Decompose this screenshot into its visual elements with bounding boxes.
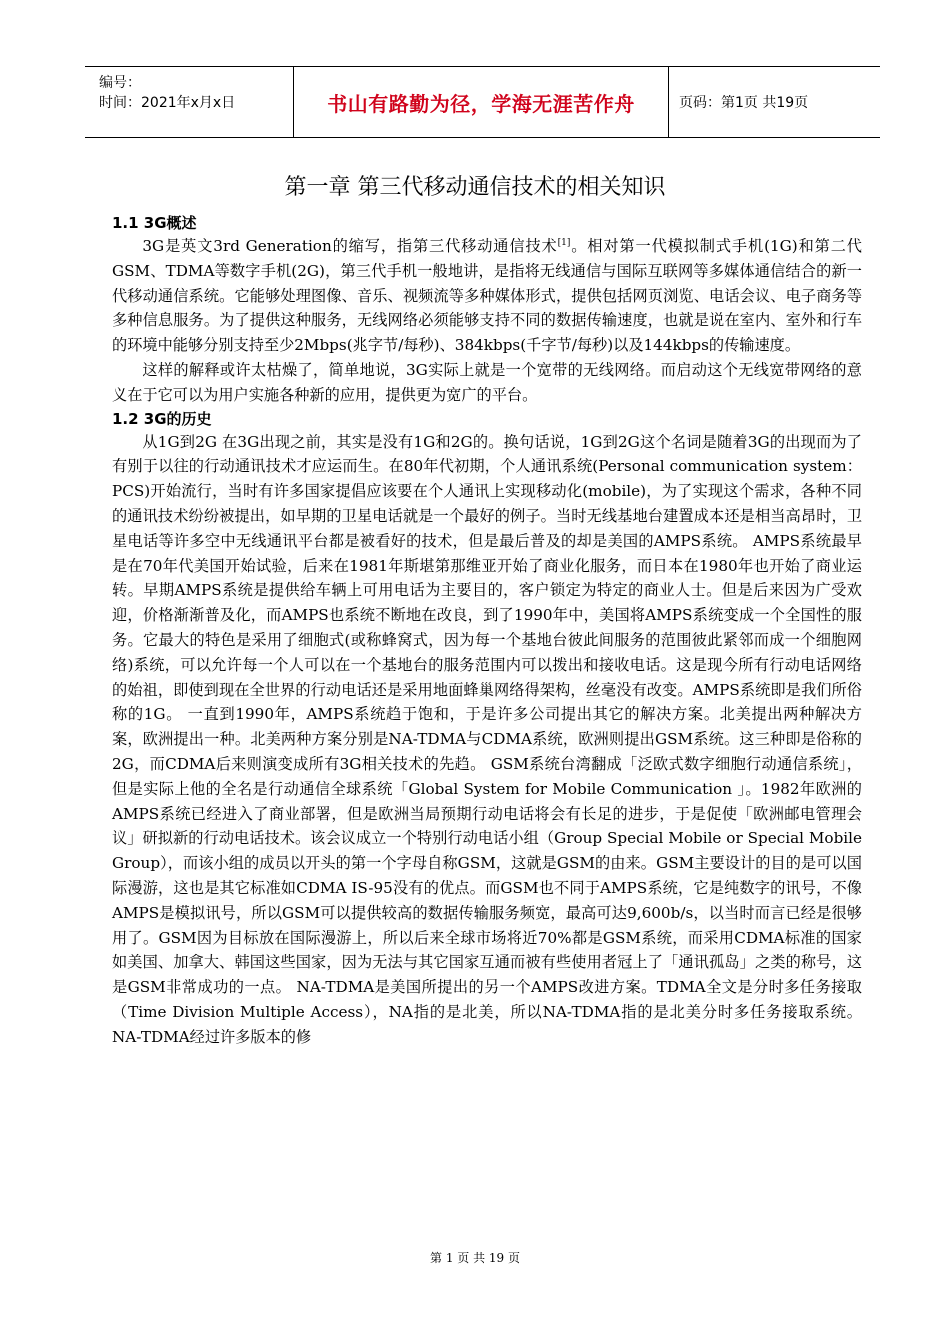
citation-ref: [1] [557, 237, 571, 248]
header-motto: 书山有路勤为径，学海无涯苦作舟 [293, 67, 669, 137]
paragraph: 从1G到2G 在3G出现之前，其实是没有1G和2G的。换句话说，1G到2G这个名词是随着3G的出现而为了有别于以往的行动通讯技术才应运而生。在80年代初期，个人通讯系统(Personal communication system：PCS)开始流行，当时有许多国家提倡应该要在个人通讯上实现移动化(mobile)，为了实现这个需求，各种不同的通讯技术纷纷被提出，如早期的卫星电话就是一个最好的例子。当时无线基地台建置成本还是相当高昂时，卫星电话等许多空中无线通讯平台都是被看好的技术，但是最后普及的却是美国的AMPS系统。 AMPS系统最早是在70年代美国开始试验，后来在1981年斯堪第那维亚开始了商业化服务，而日本在1980年也开始了商业运转。早期AMPS系统是提供给车辆上可用电话为主要目的，客户锁定为特定的商业人士。但是后来因为广受欢迎，价格渐渐普及化，而AMPS也系统不断地在改良，到了1990年中，美国将AMPS系统变成一个全国性的服务。它最大的特色是采用了细胞式(或称蜂窝式，因为每一个基地台彼此间服务的范围彼此紧邻而成一个细胞网络)系统，可以允许每一个人可以在一个基地台的服务范围内可以拨出和接收电话。这是现今所有行动电话网络的始祖，即使到现在全世界的行动电话还是采用地面蜂巢网络得架构，丝毫没有改变。AMPS系统即是我们所俗称的1G。 一直到1990年，AMPS系统趋于饱和，于是许多公司提出其它的解决方案。北美提出两种解决方案，欧洲提出一种。北美两种方案分别是NA-TDMA与CDMA系统，欧洲则提出GSM系统。这三种即是俗称的2G，而CDMA后来则演变成所有3G相关技术的先趋。 GSM系统台湾翻成「泛欧式数字细胞行动通信系统」，但是实际上他的全名是行动通信全球系统「Global System for Mobile Communication 」。1982年欧洲的AMPS系统已经进入了商业部署，但是欧洲当局预期行动电话将会有长足的进步，于是促使「欧洲邮电管理会议」研拟新的行动电话技术。该会议成立一个特别行动电话小组（Group Special Mobile or Special Mobile Group），而该小组的成员以开头的第一个字母自称GSM，这就是GSM的由来。GSM主要设计的目的是可以国际漫游，这也是其它标准如CDMA IS-95没有的优点。而GSM也不同于AMPS系统，它是纯数字的讯号，不像AMPS是模拟讯号，所以GSM可以提供较高的数据传输服务频宽，最高可达9,600b/s，以当时而言已经是很够用了。GSM因为目标放在国际漫游上，所以后来全球市场将近70%都是GSM系统，而采用CDMA标准的国家如美国、加拿大、韩国这些国家，因为无法与其它国家互通而被有些使用者冠上了「通讯孤岛」之类的称号，这是GSM非常成功的一点。 NA-TDMA是美国所提出的另一个AMPS改进方案。TDMA全文是分时多任务接取（Time Division Multiple Access），NA指的是北美，所以NA-TDMA指的是北美分时多任务接取系统。NA-TDMA经过许多版本的修 [112, 432, 862, 1046]
header-page-info: 页码：第1页 共19页 [679, 95, 809, 111]
section-heading-1-2: 1.2 3G的历史 [112, 409, 212, 428]
header-meta [85, 67, 293, 137]
paragraph: 这样的解释或许太枯燥了，简单地说，3G实际上就是一个宽带的无线网络。而启动这个无线宽带网络的意义在于它可以为用户实施各种新的应用，提供更为宽广的平台。 [112, 360, 862, 404]
section-heading-1-1: 1.1 3G概述 [112, 214, 197, 232]
number-label: 编号： [99, 75, 141, 91]
document-body [112, 212, 862, 1050]
paragraph: 3G是英文3rd Generation的缩写，指第三代移动通信技术[1]。相对第一代模拟制式手机(1G)和第二代GSM、TDMA等数字手机(2G)，第三代手机一般地讲，是指将无线通信与国际互联网等多媒体通信结合的新一代移动通信系统。它能够处理图像、音乐、视频流等多种媒体形式，提供包括网页浏览、电话会议、电子商务等多种信息服务。为了提供这种服务，无线网络必须能够支持不同的数据传输速度，也就是说在室内、室外和行车的环境中能够分别支持至少2Mbps(兆字节/每秒)、384kbps(千字节/每秒)以及144kbps的传输速度。 [112, 237, 862, 355]
time-label: 时间：2021年x月x日 [99, 95, 236, 111]
page-footer: 第 1 页 共 19 页 [430, 1251, 520, 1265]
chapter-title: 第一章 第三代移动通信技术的相关知识 [284, 175, 666, 200]
page-header [85, 66, 880, 138]
